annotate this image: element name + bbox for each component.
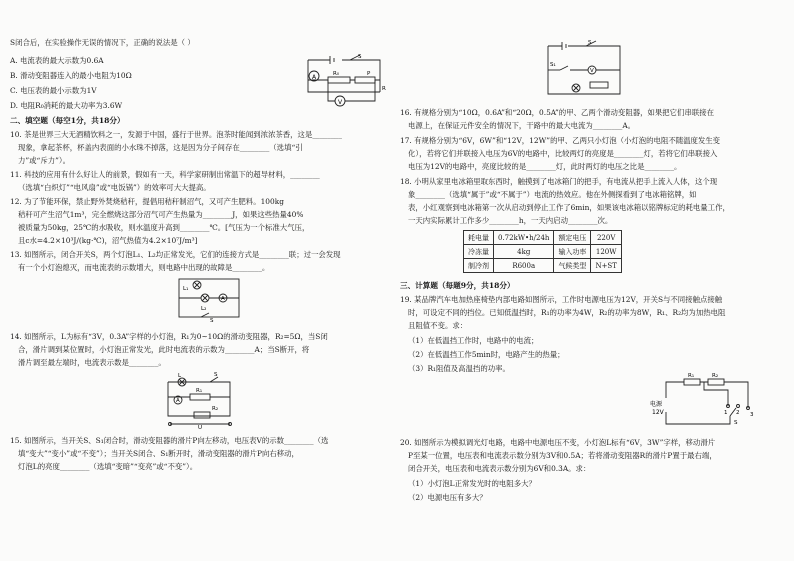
q15-line2: 填“变大”“变小”或“不变”）；当开关S闭合、S₁断开时，滑动变阻器的滑片P向右移动， [18,449,299,458]
q13-line2: 有一个小灯泡熄灭，而电流表的示数增大，则电路中出现的故障是________。 [18,263,270,272]
q14-line2: 合，滑片调到某位置时，小灯泡正常发光，此时电流表的示数为________A；当S断开，将 [18,345,310,354]
q14-line1: 14. 如图所示，L为标有“3V，0.3A”字样的小灯泡，R₁为0~10Ω的滑动变阻器，R₂=5Ω，当S闭 [10,332,328,341]
q20-line1: 20. 如图所示为模拟调光灯电路，电路中电源电压不变，小灯泡L标有“6V，3W”字样，移动滑片 [400,438,716,447]
table-row: 冷冻量 4kg 输入功率 120W [464,245,622,259]
q9-voltmeter-label: V [338,99,343,106]
q16-circuit-diagram [540,38,630,100]
q18-line1: 18. 小明从家里电冰箱里取东西时，触摸到了电冰箱门的把手，有电流从把手上流入人体，这个现 [400,177,718,186]
q9-switch-label: S [358,54,362,60]
q10-line3: 力”或“斥力”）。 [18,156,70,165]
q14-line3: 滑片调至最左端时，电流表示数是________。 [18,358,166,367]
q13-l1-label: L₁ [183,286,189,292]
q19-r2-label: R₂ [712,373,719,379]
q15-line1: 15. 如图所示，当开关S、S₁闭合时，滑动变阻器的滑片P向左移动，电压表V的示数________（选 [10,436,329,445]
q9-option-a: A. 电流表的最大示数为0.6A [10,56,104,65]
q14-r1-label: R₁ [196,388,203,394]
q19-part1: （1）在低温挡工作时，电路中的电流； [408,336,539,345]
q14-r2-label: R₂ [212,406,219,412]
q18-line4: 一天内实际累计工作多少________h，一天内启动________次。 [408,216,613,225]
q19-r1-label: R₁ [688,373,695,379]
q15-line3: 灯泡L的亮度________（选填“变暗”“变亮”或“不变”）。 [18,462,198,471]
q11-line1: 11. 科技的应用有什么好让人的前景，假如有一天，科学家研制出常温下的超导材料，________ [10,170,320,179]
q16-line2: 电源上，在保证元件安全的情况下，干路中的最大电流为________A。 [408,121,636,130]
q19-line2: 时，可设定不同的挡位。已知低温挡时，R₁的功率为4W，R₂的功率为8W，R₁、R₂均为加热电阻 [408,308,726,317]
fridge-nameplate-table [463,230,622,273]
q12-line2: 秸秆可产生沼气1m³，完全燃烧这部分沼气可产生热量为________J，如果这些热量40% [18,210,304,219]
q9-option-b: B. 滑动变阻器连入的最小电阻为10Ω [10,71,132,80]
q12-line1: 12. 为了节能环保，禁止野外焚烧秸秆，提倡用秸秆制沼气，又可产生肥料。100kg [10,197,284,206]
q12-line3: 被质量为50kg，25℃的水吸收，则水温度升高到________℃。[气压为一个标准大气压， [18,223,310,232]
q18-line3: 表，小红观察到电冰箱第一次从启动到停止工作了6min，如果该电冰箱以铭牌标定的耗电量工作， [408,203,730,212]
q14-circuit-diagram [160,370,240,430]
q20-line3: 闭合开关，电压表和电流表示数分别为6V和0.3A。求： [408,464,591,473]
section-calc: 三、计算题（每题9分，共18分） [400,281,515,290]
q9-circuit-diagram [300,52,390,112]
q14-ammeter-label: A [176,398,180,404]
q16fig-v-label: V [590,68,594,74]
q19-supply-label: 电源 [650,401,663,408]
q10-line1: 10. 茶是世界三大无酒精饮料之一，发源于中国，盛行于世界。泡茶时能闻到浓浓茶香，这是________ [10,130,342,139]
q19-line3: 且阻值不变。求： [408,321,468,330]
q20-line2: P至某一位置，电压表和电流表示数分别为3V和0.5A；若将滑动变阻器R的滑片P置于最右端， [408,451,717,460]
q10-line2: 现象，拿起茶杯，杯盖内表面的小水珠不掉落，这是因为分子间存在________（选填“引 [18,143,303,152]
q9-p-label: P [367,71,371,77]
q13-l2-label: L₂ [201,306,207,312]
table-row: 耗电量 0.72kW•h/24h 额定电压 220V [464,231,622,245]
q19-part3: （3）R₁阻值及高温挡的功率。 [408,364,510,373]
q19-n3-label: 3 [750,412,754,418]
q9-r0-label: R₀ [333,71,340,77]
q9-ammeter-label: A [312,74,317,81]
q16-line1: 16. 有规格分别为“10Ω，0.6A”和“20Ω，0.5A”的甲、乙两个滑动变阻器，如果把它们串联接在 [400,108,715,117]
q13-circuit-diagram [175,275,245,323]
q19-voltage-label: 12V [652,409,664,416]
q19-n2-label: 2 [736,410,740,416]
q19-circuit-diagram [648,368,758,430]
q19-switch-label: S [734,420,738,426]
q18-line2: 象________（选填“属于”或“不属于”）电流的热效应。他在外侧探看到了电冰箱铭牌，如 [408,190,697,199]
q20-part1: （1）小灯泡L正常发光时的电阻多大？ [408,479,536,488]
q17-line2: 化），若将它们并联接入电压为6V的电路中，比较两灯的亮度是________灯，若将它们串联接入 [408,149,718,158]
q14-u-label: U [198,425,203,430]
q13-line1: 13. 如图所示，闭合开关S，两个灯泡L₁、L₂均正常发光，它们的连接方式是________联；过一会发现 [10,250,341,259]
q14-l-label: L [178,373,182,379]
q19-line1: 19. 某品牌汽车电加热座椅垫内部电路如图所示，工作时电源电压为12V，开关S与不同接触点接触 [400,295,723,304]
q9-option-c: C. 电压表的最小示数为1V [10,86,97,95]
q11-line2: （选填“白炽灯”“电风扇”或“电饭锅”）的效率可大大提高。 [18,183,211,192]
q13-switch-label: S [210,318,214,323]
q19-n1-label: 1 [724,410,728,416]
q19-part2: （2）在低温挡工作5min时，电路产生的热量； [408,350,565,359]
q9-option-d: D. 电阻R₀消耗的最大功率为3.6W [10,101,123,110]
q17-line1: 17. 有规格分别为“6V，6W”和“12V，12W”的甲、乙两只小灯泡（小灯泡的电阻不随温度发生变 [400,136,721,145]
q17-line3: 电压为12V的电路中，亮度比较的是________灯，此时两灯的电压之比是________。 [408,162,682,171]
table-row: 制冷剂 R600a 气候类型 N+ST [464,259,622,273]
q20-part2: （2）电源电压有多大？ [408,493,487,502]
q12-line4: 且c水=4.2×10³J/(kg·℃)，沼气热值为4.2×10⁷J/m³] [18,236,198,245]
q9-stem: S闭合后，在实验操作无误的情况下，正确的说法是（ ） [10,38,195,47]
q16fig-s-label: S [588,40,592,46]
q9-r-label: R [382,86,386,92]
q14-switch-label: S [214,372,218,378]
q16fig-s1-label: S₁ [550,62,556,68]
q13-ammeter-label: A [221,296,225,302]
section-fill-in: 二、填空题（每空1分，共18分） [10,116,125,125]
